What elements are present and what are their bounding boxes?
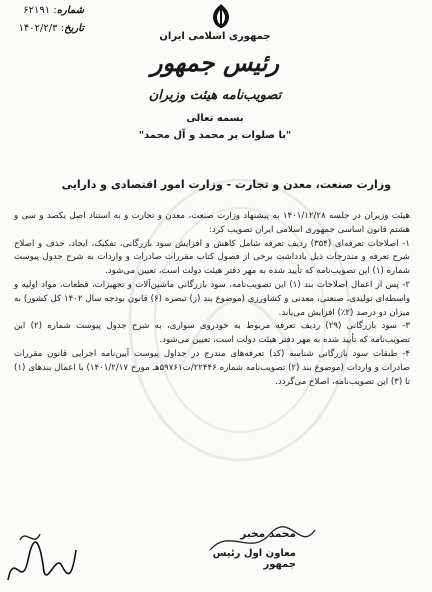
number-row: شماره: ۶۲۱۹۱ xyxy=(23,5,84,16)
paragraph-3: ۳- سود بازرگانی (۲۹) ردیف تعرفه مربوط به خودروی سواری، به شرح جدول پیوست شماره (۲) این تصویب‌نامه که تأیید شده به مهر دفتر هیئت دولت است، تعیین می‌شود. xyxy=(14,321,410,346)
paragraph-2: ۲- پس از اعمال اصلاحات بند (۱) این تصویب‌نامه، سود بازرگانی ماشین‌آلات و تجهیزات، قطعات، مواد اولیه و واسطه‌ای تولیدی، صنعتی، معدنی و کشاورزی (موضوع بند (ز) تبصره (۶) قانون بودجه سال ۱۴۰۲ کل کشور) به میزان دو درصد (۲٪) افزایش می‌یابد. xyxy=(14,279,411,318)
date-value: ۱۴۰۲/۲/۳ xyxy=(18,23,58,34)
bismillah-line: بسمه تعالی xyxy=(186,113,244,124)
letter-meta xyxy=(6,2,84,38)
paragraph-4: ۴- طبقات سود بازرگانی شناسه (کد) تعرفه‌های مندرج در جداول پیوست آیین‌نامه اجرایی قانون مقررات صادرات و واردات (موضوع بند (۲) تصویب‌نامه شماره ۲۲۴۴۶/ت۵۹۷۶۱هـ مورخ ۱۴۰۱/۲/۱۷) با اعمال بندهای (۱) تا (۳) این تصویب‌نامه، اصلاح می‌گردد. xyxy=(14,348,410,387)
signer-name: محمد مخبر xyxy=(240,528,296,540)
addressees: وزارت صنعت، معدن و تجارت - وزارت امور اقتصادی و دارایی xyxy=(61,178,391,191)
iran-emblem-icon xyxy=(208,2,234,30)
date-row: تاریخ: ۱۴۰۲/۲/۳ xyxy=(18,23,84,34)
paragraph-intro: هیئت وزیران در جلسه ۱۴۰۱/۱۲/۲۸ به پیشنهاد وزارت صنعت، معدن و تجارت و به استناد اصل یکصد و سی و هشتم قانون اساسی جمهوری اسلامی ایران تصویب کرد: xyxy=(14,211,411,235)
decree-body xyxy=(14,210,410,389)
date-label: تاریخ xyxy=(64,23,84,34)
handwritten-note-icon xyxy=(0,520,80,592)
paragraph-1: ۱- اصلاحات تعرفه‌ای (۳۵۴) ردیف تعرفه شامل کاهش و افزایش سود بازرگانی، تفکیک، ایجاد، حذف و اصلاح شرح تعرفه و مندرجات ذیل یادداشت برخی از فصول کتاب مقررات صادرات و واردات به شرح جدول پیوست شماره (۱) این تصویب‌نامه که تأیید شده به مهر دفتر هیئت دولت است، تعیین می‌شود. xyxy=(14,238,410,277)
number-label: شماره xyxy=(56,5,84,16)
number-value: ۶۲۱۹۱ xyxy=(23,5,51,16)
salawat-line: "با صلوات بر محمد و آل محمد" xyxy=(138,130,292,141)
signer-title: معاون اول رئیس جمهور xyxy=(212,548,296,570)
decree-title: تصویب‌نامه هیئت وزیران xyxy=(148,88,282,103)
president-title: رئیس جمهور xyxy=(150,48,280,77)
republic-title: جمهوری اسلامی ایران xyxy=(159,31,271,42)
